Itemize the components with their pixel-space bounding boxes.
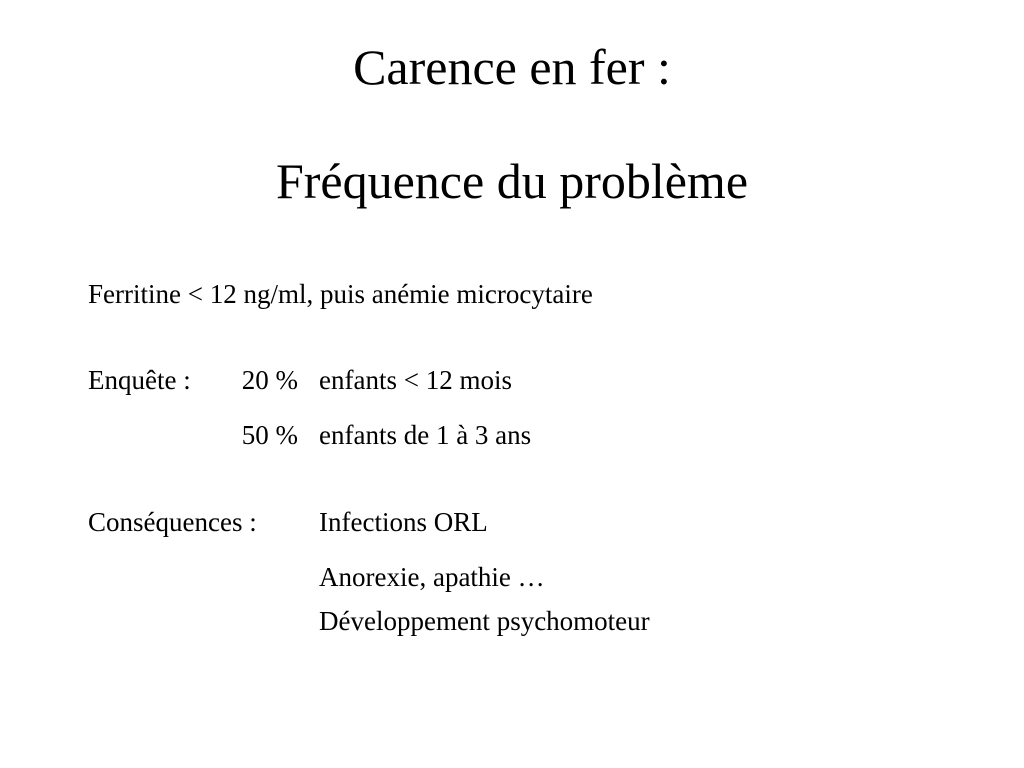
ferritine-statement: Ferritine < 12 ng/ml, puis anémie microcytaire [88, 279, 593, 309]
slide-title-line-1: Carence en fer : [353, 39, 671, 95]
enquete-percent: 20 % [241, 365, 298, 395]
slide-title-line-2: Fréquence du problème [275, 153, 749, 209]
enquete-group: enfants < 12 mois [319, 365, 512, 395]
consequence-item: Infections ORL [319, 507, 488, 537]
enquete-label: Enquête : [88, 365, 191, 395]
consequence-item: Anorexie, apathie … [319, 562, 545, 592]
enquete-group: enfants de 1 à 3 ans [319, 420, 532, 450]
enquete-percent: 50 % [241, 420, 298, 450]
consequences-label: Conséquences : [88, 507, 257, 537]
consequence-item: Développement psychomoteur [319, 606, 650, 636]
